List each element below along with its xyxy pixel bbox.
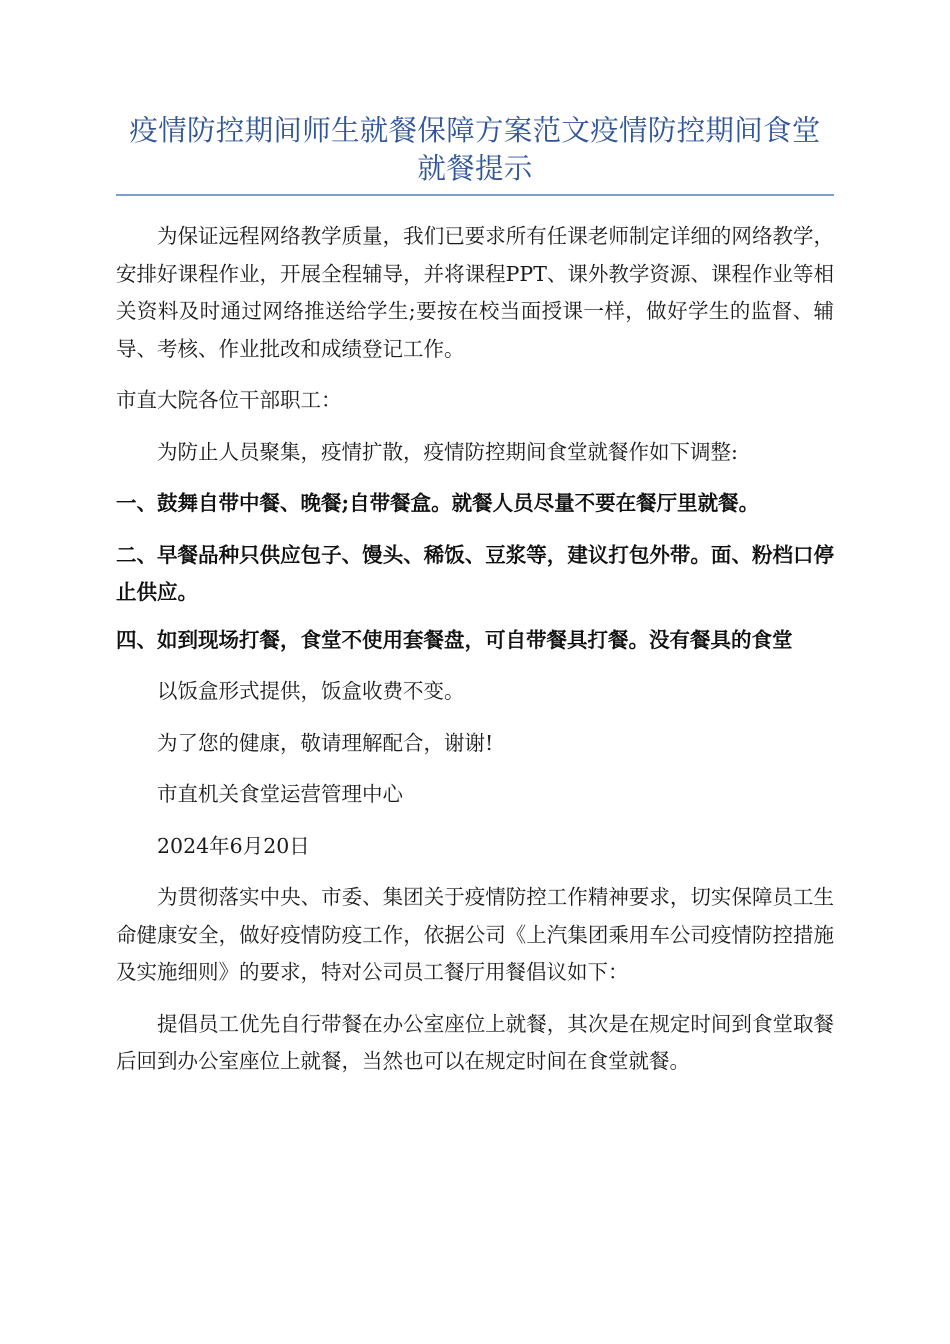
paragraph-dining-proposal: 提倡员工优先自行带餐在办公室座位上就餐，其次是在规定时间到食堂取餐后回到办公室座位上就餐，当然也可以在规定时间在食堂就餐。 bbox=[116, 1011, 834, 1073]
paragraph-lunchbox: 以饭盒形式提供，饭盒收费不变。 bbox=[157, 679, 465, 703]
paragraph-item-four: 四、如到现场打餐，食堂不使用套餐盘，可自带餐具打餐。没有餐具的食堂 bbox=[116, 627, 793, 652]
document-title: 疫情防控期间师生就餐保障方案范文疫情防控期间食堂就餐提示 bbox=[129, 114, 821, 185]
document-body bbox=[116, 218, 834, 1081]
paragraph-item-one: 一、鼓舞自带中餐、晚餐;自带餐盒。就餐人员尽量不要在餐厅里就餐。 bbox=[116, 491, 760, 515]
paragraph-company-intro: 为贯彻落实中央、市委、集团关于疫情防控工作精神要求，切实保障员工生命健康安全，做好疫情防疫工作，依据公司《上汽集团乘用车公司疫情防控措施及实施细则》的要求，特对公司员工餐厅用餐倡议如下： bbox=[116, 885, 834, 984]
paragraph-salutation: 市直大院各位干部职工： bbox=[116, 388, 342, 412]
paragraph-thanks: 为了您的健康，敬请理解配合，谢谢! bbox=[157, 730, 494, 755]
paragraph-remote-teaching: 为保证远程网络教学质量，我们已要求所有任课老师制定详细的网络教学，安排好课程作业，开展全程辅导，并将课程PPT、课外教学资源、课程作业等相关资料及时通过网络推送给学生;要按在校当面授课一样，做好学生的监督、辅导、考核、作业批改和成绩登记工作。 bbox=[116, 224, 834, 361]
paragraph-signature: 市直机关食堂运营管理中心 bbox=[157, 782, 403, 806]
paragraph-item-two: 二、早餐品种只供应包子、馒头、稀饭、豆浆等，建议打包外带。面、粉档口停止供应。 bbox=[116, 542, 834, 604]
title-underline bbox=[116, 194, 834, 196]
paragraph-adjustment-intro: 为防止人员聚集，疫情扩散，疫情防控期间食堂就餐作如下调整: bbox=[157, 439, 738, 464]
document-page bbox=[116, 112, 834, 1081]
paragraph-date: 2024年6月20日 bbox=[157, 833, 310, 858]
